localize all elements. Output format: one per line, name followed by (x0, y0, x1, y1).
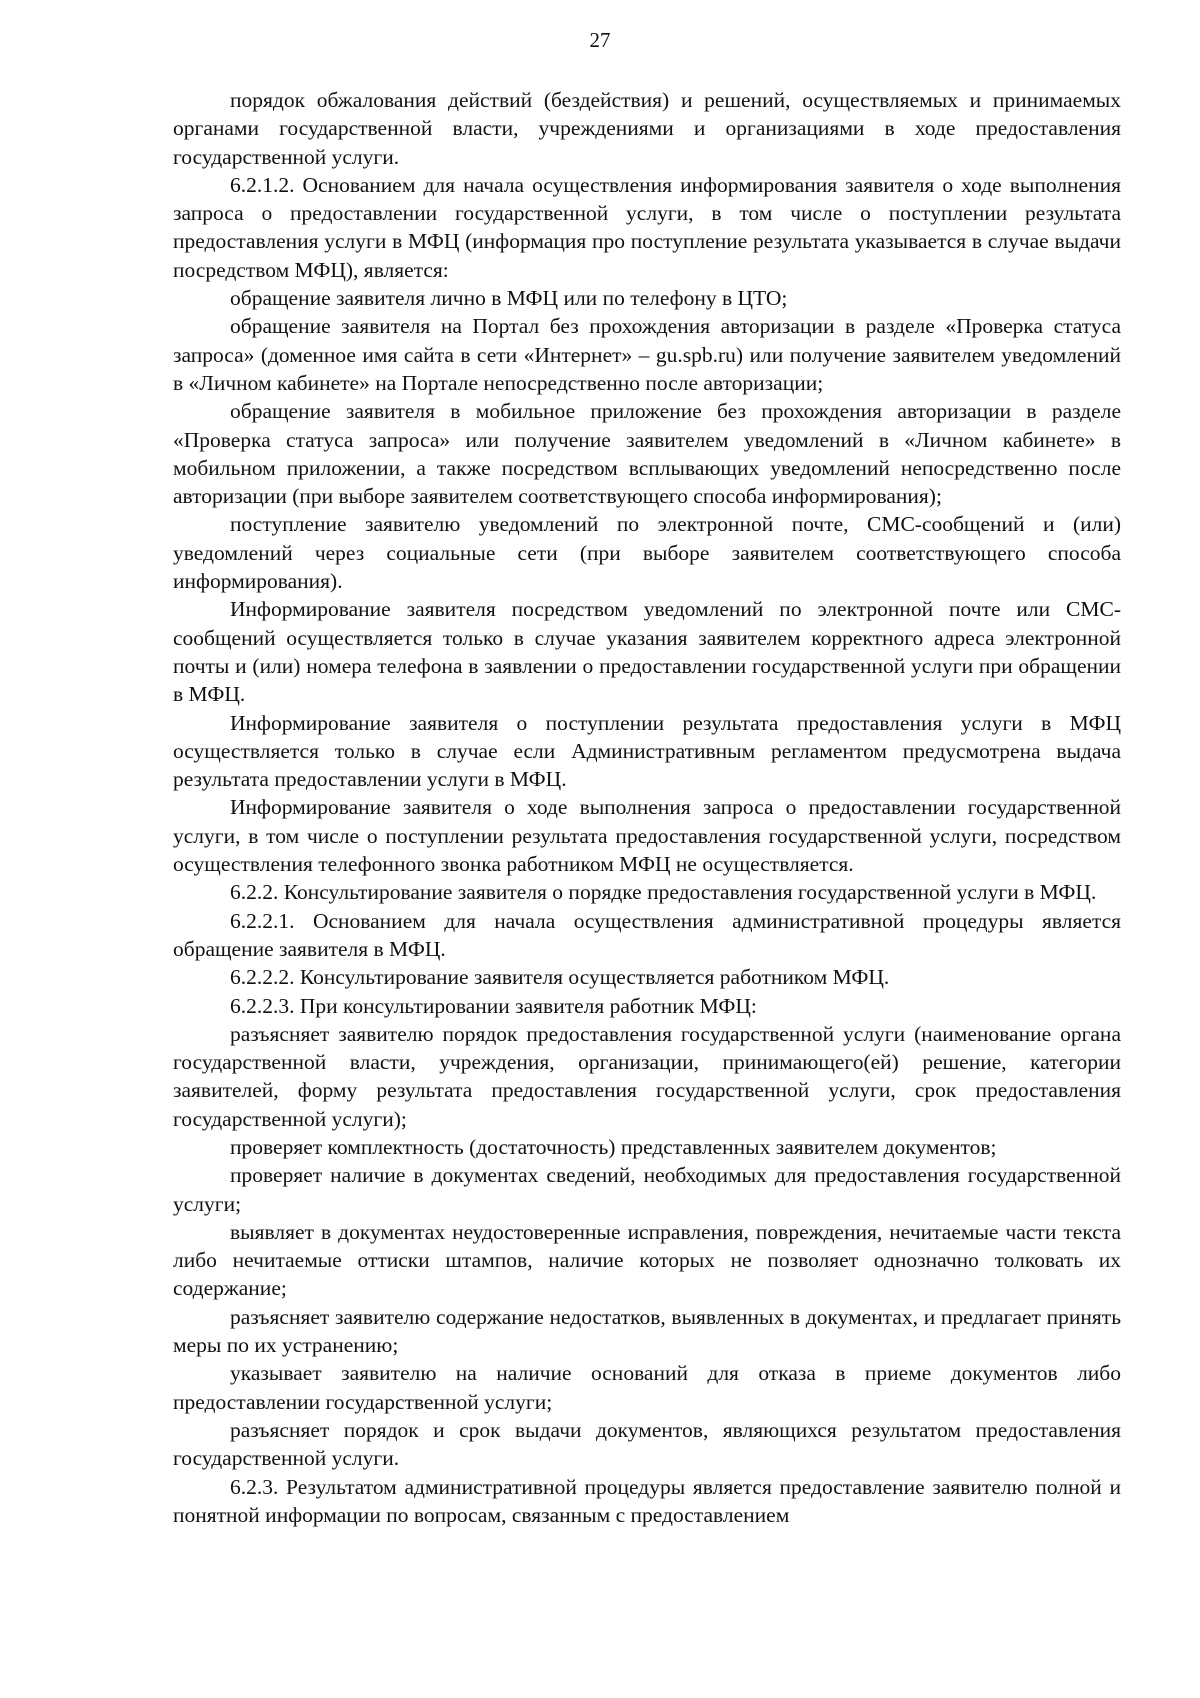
paragraph: 6.2.3. Результатом административной процедуры является предоставление заявителю полной и понятной информации по вопросам, связанным с предоставлением (173, 1474, 1121, 1527)
paragraph: 6.2.2. Консультирование заявителя о порядке предоставления государственной услуги в МФЦ. (230, 880, 1097, 905)
paragraph: проверяет наличие в документах сведений, необходимых для предоставления государственной услуги; (173, 1163, 1121, 1216)
page-number: 27 (589, 28, 611, 52)
paragraph: разъясняет порядок и срок выдачи документов, являющихся результатом предоставления государственной услуги. (173, 1417, 1121, 1471)
paragraph: 6.2.1.2. Основанием для начала осуществления информирования заявителя о ходе выполнения запроса о предоставлении государственной услуги, в том числе о поступлении результата предоставления услуги в МФЦ (информация про поступление результата указывается в случае выдачи посредством МФЦ), является: (173, 172, 1121, 282)
document-body (173, 86, 1121, 1529)
paragraph: Информирование заявителя о ходе выполнения запроса о предоставлении государственной услуги, в том числе о поступлении результата предоставления государственной услуги, посредством осуществления телефонного звонка работником МФЦ не осуществляется. (173, 795, 1121, 877)
paragraph: обращение заявителя лично в МФЦ или по телефону в ЦТО; (230, 286, 788, 311)
paragraph: порядок обжалования действий (бездействия) и решений, осуществляемых и принимаемых органами государственной власти, учреждениями и организациями в ходе предоставления государственной услуги. (173, 88, 1121, 169)
paragraph: поступление заявителю уведомлений по электронной почте, СМС-сообщений и (или) уведомлений через социальные сети (при выборе заявителем соответствующего способа информирования). (173, 512, 1121, 594)
paragraph: выявляет в документах неудостоверенные исправления, повреждения, нечитаемые части текста либо нечитаемые оттиски штампов, наличие которых не позволяет однозначно толковать их содержание; (173, 1219, 1121, 1301)
paragraph: разъясняет заявителю содержание недостатков, выявленных в документах, и предлагает принять меры по их устранению; (173, 1304, 1121, 1358)
paragraph: обращение заявителя в мобильное приложение без прохождения авторизации в разделе «Проверка статуса запроса» или получение заявителем уведомлений в «Личном кабинете» в мобильном приложении, а также посредством всплывающих уведомлений непосредственно после авторизации (при выборе заявителем соответствующего способа информирования); (173, 399, 1121, 509)
paragraph: 6.2.2.3. При консультировании заявителя работник МФЦ: (230, 993, 757, 1018)
paragraph: проверяет комплектность (достаточность) представленных заявителем документов; (230, 1134, 997, 1159)
paragraph: Информирование заявителя посредством уведомлений по электронной почте или СМС-сообщений осуществляется только в случае указания заявителем корректного адреса электронной почты и (или) номера телефона в заявлении о предоставлении государственной услуги при обращении в МФЦ. (173, 597, 1121, 707)
paragraph: обращение заявителя на Портал без прохождения авторизации в разделе «Проверка статуса запроса» (доменное имя сайта в сети «Интернет» – gu.spb.ru) или получение заявителем уведомлений в «Личном кабинете» на Портале непосредственно после авторизации; (173, 314, 1121, 395)
paragraph: Информирование заявителя о поступлении результата предоставления услуги в МФЦ осуществляется только в случае если Административным регламентом предусмотрена выдача результата предоставлении услуги в МФЦ. (173, 710, 1121, 792)
paragraph: указывает заявителю на наличие оснований для отказа в приеме документов либо предоставлении государственной услуги; (173, 1361, 1121, 1414)
paragraph: разъясняет заявителю порядок предоставления государственной услуги (наименование органа государственной власти, учреждения, организации, принимающего(ей) решение, категории заявителей, форму результата предоставления государственной услуги, срок предоставления государственной услуги); (173, 1021, 1121, 1131)
paragraph: 6.2.2.1. Основанием для начала осуществления административной процедуры является обращение заявителя в МФЦ. (173, 908, 1121, 961)
paragraph: 6.2.2.2. Консультирование заявителя осуществляется работником МФЦ. (230, 965, 890, 990)
